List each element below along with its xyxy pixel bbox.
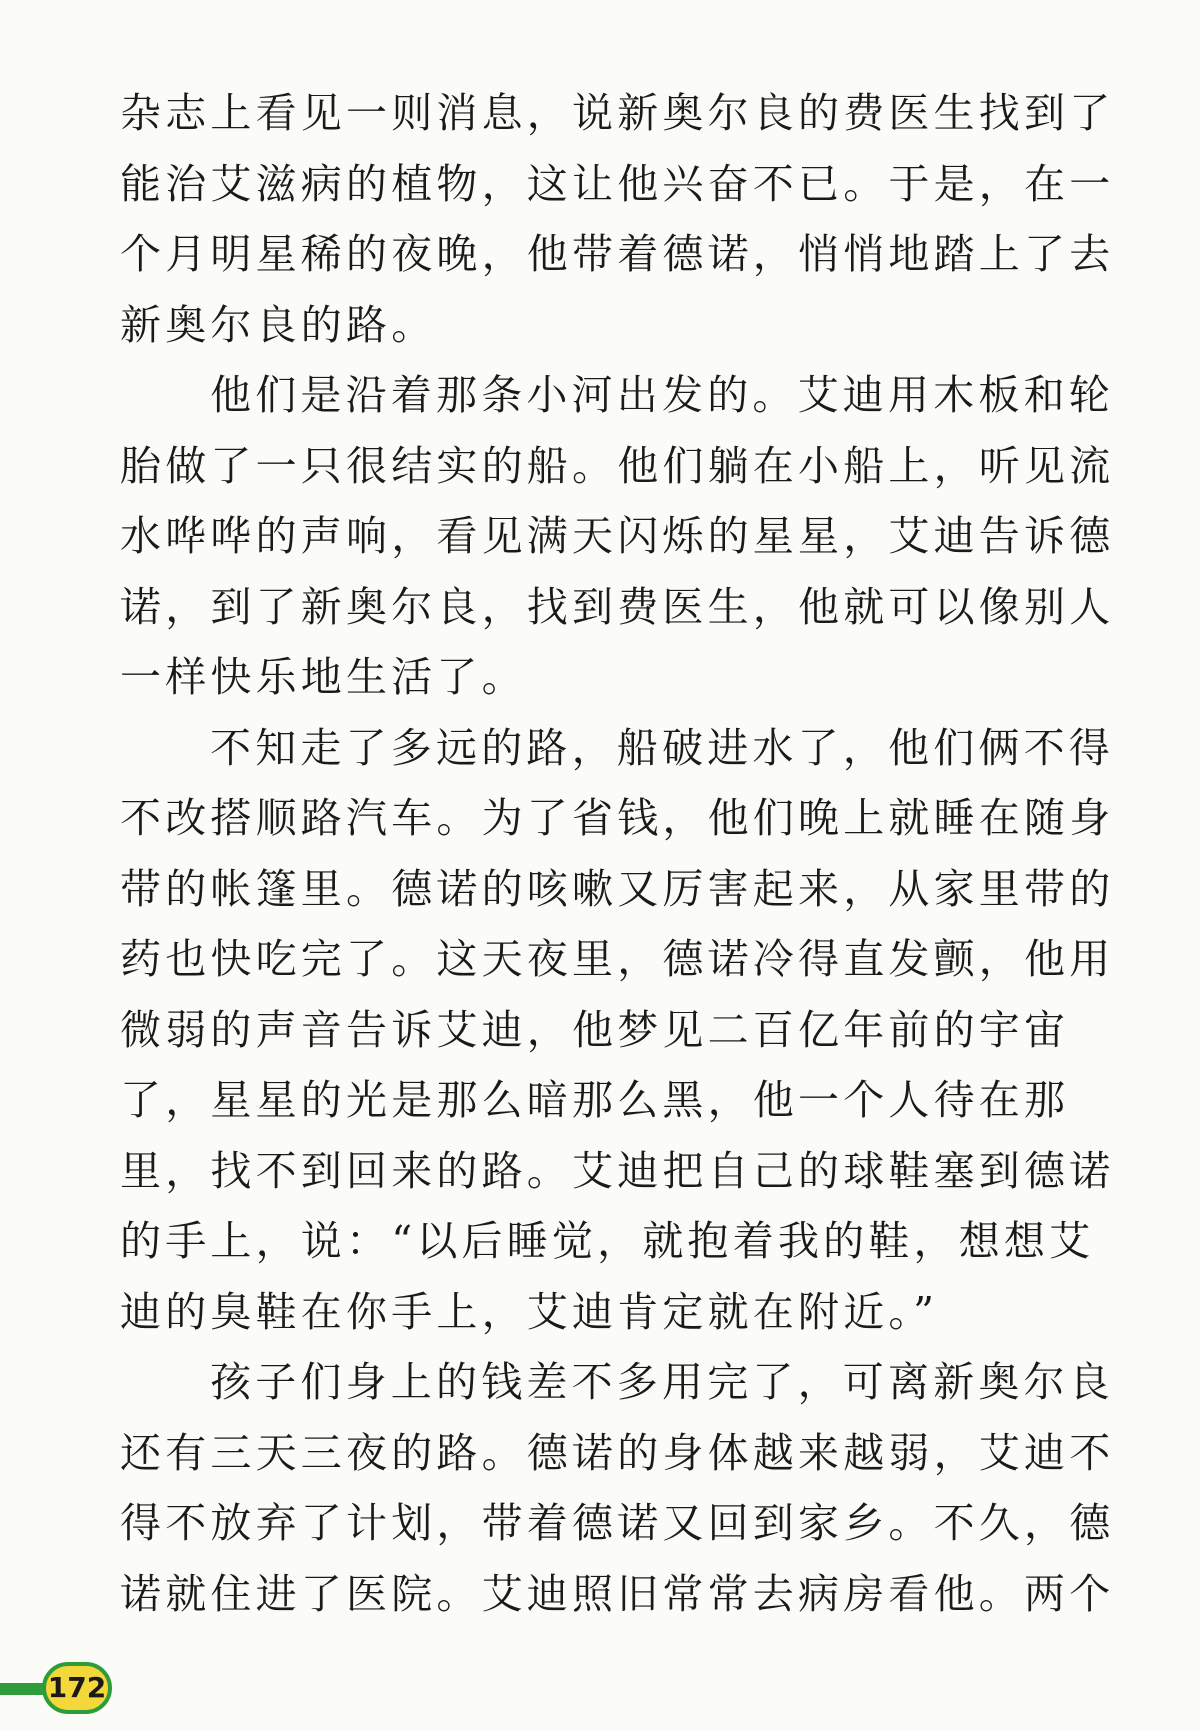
text-line: 不知走了多远的路，船破进水了，他们俩不得 xyxy=(210,723,1114,772)
text-line: 还有三天三夜的路。德诺的身体越来越弱，艾迪不 xyxy=(120,1428,1115,1477)
text-line: 里，找不到回来的路。艾迪把自己的球鞋塞到德诺 xyxy=(120,1146,1115,1195)
story-text xyxy=(120,78,1130,1629)
text-line: 胎做了一只很结实的船。他们躺在小船上，听见流 xyxy=(120,441,1115,490)
text-line: 了，星星的光是那么暗那么黑，他一个人待在那 xyxy=(120,1076,1070,1124)
text-line: 一样快乐地生活了。 xyxy=(120,653,527,701)
text-line: 药也快吃完了。这天夜里，德诺冷得直发颤，他用 xyxy=(120,935,1115,983)
text-line: 不改搭顺路汽车。为了省钱，他们晚上就睡在随身 xyxy=(120,794,1115,842)
text-line: 个月明星稀的夜晚，他带着德诺，悄悄地踏上了去 xyxy=(120,230,1115,278)
text-line: 得不放弃了计划，带着德诺又回到家乡。不久，德 xyxy=(120,1499,1115,1547)
text-line: 诺，到了新奥尔良，找到费医生，他就可以像别人 xyxy=(120,582,1115,631)
page-number-badge xyxy=(0,1660,140,1720)
text-line: 孩子们身上的钱差不多用完了，可离新奥尔良 xyxy=(210,1358,1114,1406)
page-number: 172 xyxy=(42,1662,112,1714)
text-line: 杂志上看见一则消息，说新奥尔良的费医生找到了 xyxy=(120,89,1115,137)
text-line: 新奥尔良的路。 xyxy=(120,300,437,349)
text-line: 的手上，说：“以后睡觉，就抱着我的鞋，想想艾 xyxy=(120,1217,1095,1265)
text-line: 诺就住进了医院。艾迪照旧常常去病房看他。两个 xyxy=(120,1569,1115,1618)
text-line: 微弱的声音告诉艾迪，他梦见二百亿年前的宇宙 xyxy=(120,1005,1070,1054)
text-line: 水哗哗的声响，看见满天闪烁的星星，艾迪告诉德 xyxy=(120,512,1115,560)
text-line: 迪的臭鞋在你手上，艾迪肯定就在附近。” xyxy=(120,1287,939,1336)
text-line: 能治艾滋病的植物，这让他兴奋不已。于是，在一 xyxy=(120,159,1115,208)
text-line: 带的帐篷里。德诺的咳嗽又厉害起来，从家里带的 xyxy=(120,864,1115,913)
text-line: 他们是沿着那条小河出发的。艾迪用木板和轮 xyxy=(210,371,1114,419)
